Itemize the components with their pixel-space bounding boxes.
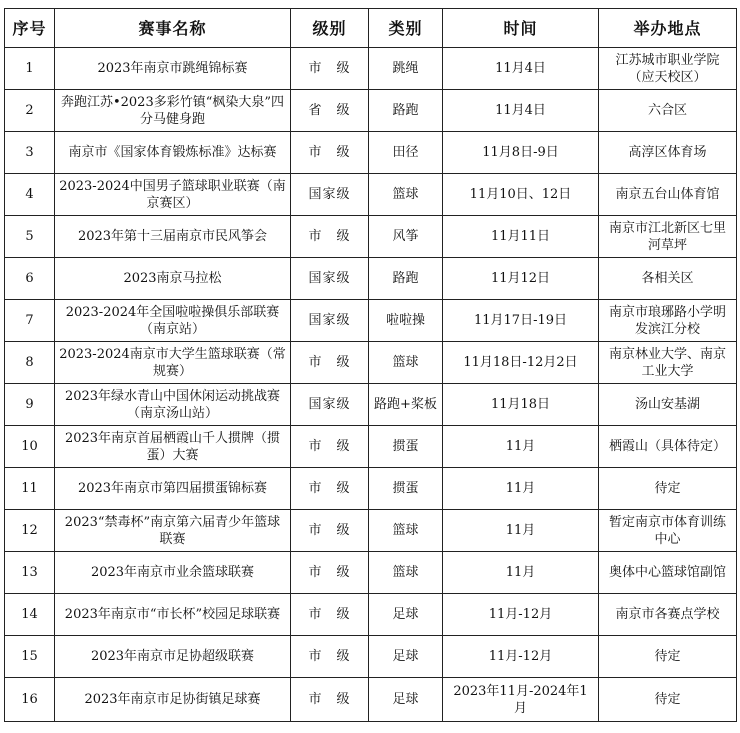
cell-category: 篮球 <box>369 342 443 384</box>
cell-no: 3 <box>5 132 55 174</box>
cell-level: 市 级 <box>291 636 369 678</box>
cell-name: 2023年南京市跳绳锦标赛 <box>55 48 291 90</box>
cell-category: 跳绳 <box>369 48 443 90</box>
cell-time: 11月4日 <box>443 90 599 132</box>
cell-no: 1 <box>5 48 55 90</box>
table-row <box>5 258 737 300</box>
cell-level: 市 级 <box>291 510 369 552</box>
cell-category: 田径 <box>369 132 443 174</box>
table-row <box>5 174 737 216</box>
cell-time: 11月4日 <box>443 48 599 90</box>
header-level: 级别 <box>291 9 369 48</box>
cell-location: 奥体中心篮球馆副馆 <box>599 552 737 594</box>
cell-category: 掼蛋 <box>369 426 443 468</box>
cell-name: 2023-2024南京市大学生篮球联赛（常规赛） <box>55 342 291 384</box>
cell-no: 5 <box>5 216 55 258</box>
cell-name: 2023年南京首届栖霞山千人掼牌（掼蛋）大赛 <box>55 426 291 468</box>
table-row <box>5 678 737 722</box>
table-row <box>5 216 737 258</box>
cell-location: 六合区 <box>599 90 737 132</box>
cell-location: 栖霞山（具体待定） <box>599 426 737 468</box>
header-category: 类别 <box>369 9 443 48</box>
cell-time: 11月18日 <box>443 384 599 426</box>
cell-location: 各相关区 <box>599 258 737 300</box>
cell-category: 足球 <box>369 678 443 722</box>
cell-time: 11月18日-12月2日 <box>443 342 599 384</box>
cell-level: 国家级 <box>291 258 369 300</box>
table-row <box>5 510 737 552</box>
table-body <box>5 48 737 722</box>
cell-name: 2023年南京市“市长杯”校园足球联赛 <box>55 594 291 636</box>
cell-category: 篮球 <box>369 552 443 594</box>
cell-level: 市 级 <box>291 594 369 636</box>
cell-category: 足球 <box>369 594 443 636</box>
table-row <box>5 342 737 384</box>
cell-level: 市 级 <box>291 48 369 90</box>
cell-time: 11月 <box>443 510 599 552</box>
cell-location: 汤山安基湖 <box>599 384 737 426</box>
cell-name: 2023南京马拉松 <box>55 258 291 300</box>
cell-time: 11月12日 <box>443 258 599 300</box>
cell-name: 南京市《国家体育锻炼标准》达标赛 <box>55 132 291 174</box>
table-row <box>5 552 737 594</box>
table-row <box>5 48 737 90</box>
cell-no: 9 <box>5 384 55 426</box>
cell-category: 啦啦操 <box>369 300 443 342</box>
header-time: 时间 <box>443 9 599 48</box>
cell-no: 6 <box>5 258 55 300</box>
cell-category: 篮球 <box>369 174 443 216</box>
cell-time: 11月-12月 <box>443 594 599 636</box>
cell-level: 市 级 <box>291 552 369 594</box>
cell-no: 16 <box>5 678 55 722</box>
cell-name: 2023年南京市足协街镇足球赛 <box>55 678 291 722</box>
table-row <box>5 384 737 426</box>
cell-location: 南京五台山体育馆 <box>599 174 737 216</box>
cell-location: 江苏城市职业学院（应天校区） <box>599 48 737 90</box>
cell-time: 11月10日、12日 <box>443 174 599 216</box>
table-row <box>5 594 737 636</box>
cell-category: 路跑 <box>369 90 443 132</box>
cell-level: 市 级 <box>291 132 369 174</box>
table-row <box>5 90 737 132</box>
cell-category: 足球 <box>369 636 443 678</box>
cell-no: 7 <box>5 300 55 342</box>
cell-time: 11月11日 <box>443 216 599 258</box>
cell-time: 11月17日-19日 <box>443 300 599 342</box>
header-row <box>5 9 737 48</box>
cell-category: 风筝 <box>369 216 443 258</box>
cell-no: 12 <box>5 510 55 552</box>
cell-name: 2023年南京市第四届掼蛋锦标赛 <box>55 468 291 510</box>
cell-name: 2023-2024中国男子篮球职业联赛（南京赛区） <box>55 174 291 216</box>
table-row <box>5 426 737 468</box>
cell-no: 4 <box>5 174 55 216</box>
cell-no: 2 <box>5 90 55 132</box>
cell-location: 暂定南京市体育训练中心 <box>599 510 737 552</box>
events-table <box>4 8 737 722</box>
cell-location: 高淳区体育场 <box>599 132 737 174</box>
cell-name: 2023-2024年全国啦啦操俱乐部联赛（南京站） <box>55 300 291 342</box>
cell-no: 10 <box>5 426 55 468</box>
cell-no: 13 <box>5 552 55 594</box>
cell-no: 8 <box>5 342 55 384</box>
cell-name: 2023年南京市足协超级联赛 <box>55 636 291 678</box>
cell-category: 路跑 <box>369 258 443 300</box>
cell-time: 11月 <box>443 426 599 468</box>
cell-location: 南京市各赛点学校 <box>599 594 737 636</box>
table-row <box>5 468 737 510</box>
header-location: 举办地点 <box>599 9 737 48</box>
cell-name: 2023“禁毒杯”南京第六届青少年篮球联赛 <box>55 510 291 552</box>
cell-category: 掼蛋 <box>369 468 443 510</box>
cell-level: 国家级 <box>291 300 369 342</box>
cell-location: 待定 <box>599 636 737 678</box>
header-name: 赛事名称 <box>55 9 291 48</box>
cell-time: 11月 <box>443 552 599 594</box>
cell-no: 14 <box>5 594 55 636</box>
table-row <box>5 636 737 678</box>
cell-name: 2023年南京市业余篮球联赛 <box>55 552 291 594</box>
cell-level: 省 级 <box>291 90 369 132</box>
header-no: 序号 <box>5 9 55 48</box>
cell-level: 市 级 <box>291 468 369 510</box>
cell-name: 2023年第十三届南京市民风筝会 <box>55 216 291 258</box>
cell-category: 路跑+桨板 <box>369 384 443 426</box>
cell-no: 11 <box>5 468 55 510</box>
cell-name: 2023年绿水青山中国休闲运动挑战赛（南京汤山站） <box>55 384 291 426</box>
cell-location: 待定 <box>599 678 737 722</box>
cell-category: 篮球 <box>369 510 443 552</box>
cell-location: 南京市琅琊路小学明发滨江分校 <box>599 300 737 342</box>
cell-name: 奔跑江苏•2023多彩竹镇“枫染大泉”四分马健身跑 <box>55 90 291 132</box>
cell-time: 11月8日-9日 <box>443 132 599 174</box>
cell-no: 15 <box>5 636 55 678</box>
cell-location: 待定 <box>599 468 737 510</box>
table-row <box>5 300 737 342</box>
table-row <box>5 132 737 174</box>
cell-location: 南京林业大学、南京工业大学 <box>599 342 737 384</box>
cell-time: 2023年11月-2024年1月 <box>443 678 599 722</box>
cell-level: 市 级 <box>291 216 369 258</box>
cell-level: 市 级 <box>291 342 369 384</box>
cell-location: 南京市江北新区七里河草坪 <box>599 216 737 258</box>
cell-level: 市 级 <box>291 678 369 722</box>
cell-time: 11月 <box>443 468 599 510</box>
cell-level: 市 级 <box>291 426 369 468</box>
cell-level: 国家级 <box>291 174 369 216</box>
cell-level: 国家级 <box>291 384 369 426</box>
cell-time: 11月-12月 <box>443 636 599 678</box>
